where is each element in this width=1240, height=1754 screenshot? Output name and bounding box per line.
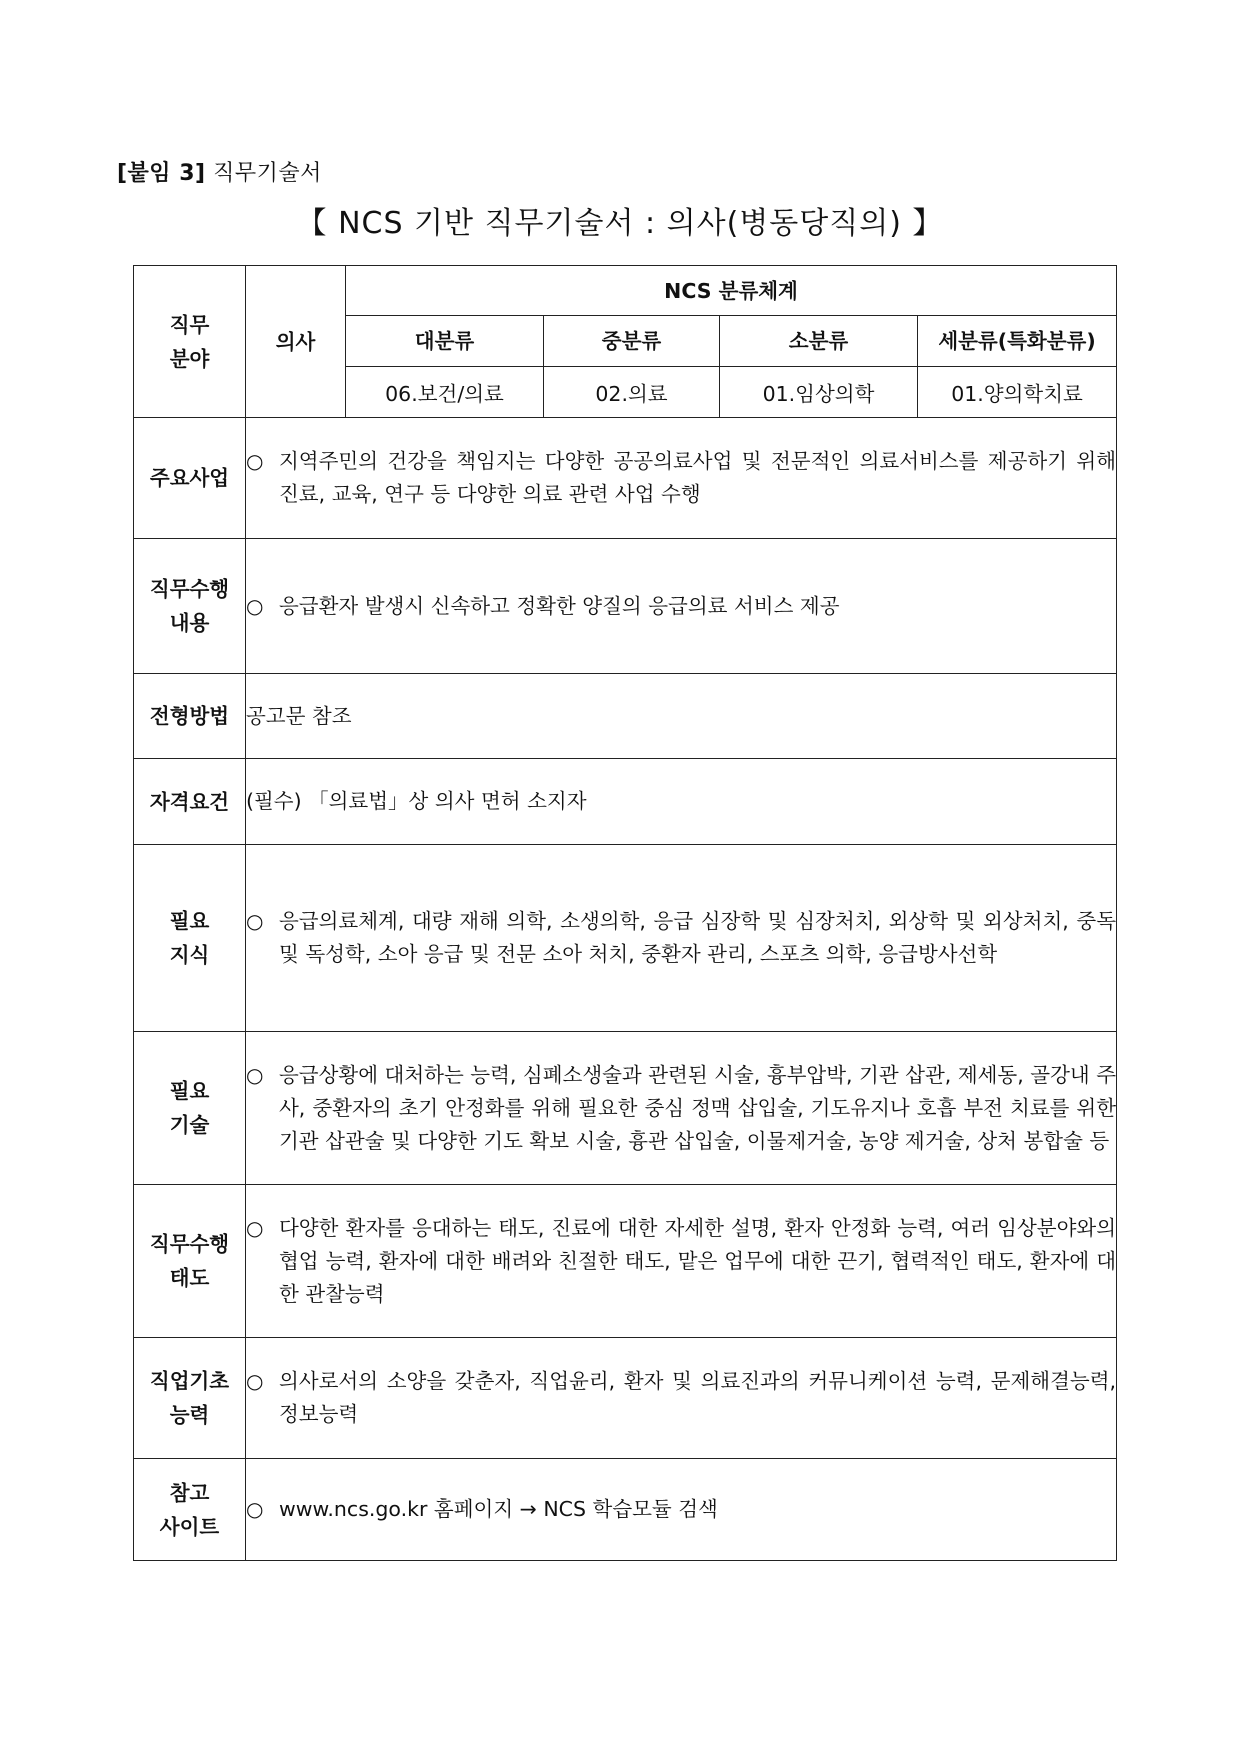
row-content bbox=[246, 1338, 1117, 1459]
row-label-text: 필요 기술 bbox=[169, 1079, 210, 1137]
bullet-item bbox=[246, 1212, 1116, 1311]
row-content bbox=[246, 1032, 1117, 1185]
row-basic-competency bbox=[134, 1338, 1117, 1459]
row-reference-site bbox=[134, 1459, 1117, 1561]
ncs-col-minor: 소분류 bbox=[720, 316, 918, 367]
job-description-table bbox=[133, 265, 1117, 1561]
bullet-mark: ○ bbox=[246, 449, 264, 473]
row-required-knowledge bbox=[134, 845, 1117, 1032]
ncs-val-sub: 01.양의학치료 bbox=[918, 367, 1117, 418]
row-text: 공고문 참조 bbox=[246, 703, 352, 728]
ncs-header: NCS 분류체계 bbox=[346, 266, 1117, 316]
row-main-business bbox=[134, 418, 1117, 539]
bullet-mark: ○ bbox=[246, 593, 264, 618]
bullet-mark: ○ bbox=[246, 909, 264, 933]
row-label bbox=[134, 1338, 246, 1459]
bullet-mark: ○ bbox=[246, 1062, 264, 1087]
attachment-title: 직무기술서 bbox=[213, 161, 322, 186]
bullet-item bbox=[246, 590, 1116, 623]
bullet-mark: ○ bbox=[246, 1497, 264, 1521]
row-label-text: 필요 지식 bbox=[169, 909, 210, 967]
bullet-text: 의사로서의 소양을 갖춘자, 직업윤리, 환자 및 의료진과의 커뮤니케이션 능력, 문제해결능력, 정보능력 bbox=[279, 1369, 1117, 1426]
row-label bbox=[134, 674, 246, 759]
document-title: 【 NCS 기반 직무기술서 : 의사(병동당직의) 】 bbox=[296, 206, 944, 241]
row-label-text: 전형방법 bbox=[149, 704, 230, 728]
ncs-val-minor: 01.임상의학 bbox=[720, 367, 918, 418]
row-job-duties bbox=[134, 539, 1117, 674]
bullet-text: 지역주민의 건강을 책임지는 다양한 공공의료사업 및 전문적인 의료서비스를 제공하기 위해 진료, 교육, 연구 등 다양한 의료 관련 사업 수행 bbox=[279, 449, 1117, 506]
row-label-text: 주요사업 bbox=[149, 466, 230, 490]
job-name: 의사 bbox=[246, 266, 346, 418]
bullet-item bbox=[246, 1493, 1116, 1526]
attachment-heading bbox=[117, 156, 322, 187]
ncs-header-row bbox=[134, 266, 1117, 316]
row-text: (필수) 「의료법」상 의사 면허 소지자 bbox=[246, 789, 587, 813]
row-label-text: 직업기초 능력 bbox=[149, 1369, 230, 1427]
bullet-text: 다양한 환자를 응대하는 태도, 진료에 대한 자세한 설명, 환자 안정화 능력, 여러 임상분야와의 협업 능력, 환자에 대한 배려와 친절한 태도, 맡은 업무에 대한 끈기, 협력적인 태도, 환자에 대한 관찰능력 bbox=[279, 1215, 1117, 1306]
job-field-label bbox=[134, 266, 246, 418]
job-field-label-text: 직무 분야 bbox=[169, 312, 210, 371]
row-label bbox=[134, 539, 246, 674]
reference-link-text: www.ncs.go.kr 홈페이지 → NCS 학습모듈 검색 bbox=[279, 1497, 718, 1521]
row-content bbox=[246, 1185, 1117, 1338]
bullet-text: 응급의료체계, 대량 재해 의학, 소생의학, 응급 심장학 및 심장처치, 외상학 및 외상처치, 중독 및 독성학, 소아 응급 및 전문 소아 처치, 중환자 관리, 스포츠 의학, 응급방사선학 bbox=[279, 909, 1117, 966]
bullet-item bbox=[246, 1365, 1116, 1431]
row-required-skills bbox=[134, 1032, 1117, 1185]
row-content bbox=[246, 674, 1117, 759]
ncs-val-middle: 02.의료 bbox=[544, 367, 720, 418]
bullet-text: 응급상황에 대처하는 능력, 심폐소생술과 관련된 시술, 흉부압박, 기관 삽관, 제세동, 골강내 주사, 중환자의 초기 안정화를 위해 필요한 중심 정맥 삽입술, 기도유지나 호흡 부전 치료를 위한 기관 삽관술 및 다양한 기도 확보 시술, 흉관 삽입술, 이물제거술, 농양 제거술, 상처 봉합술 등 bbox=[279, 1062, 1117, 1153]
row-selection-method bbox=[134, 674, 1117, 759]
row-label-text: 직무수행 내용 bbox=[149, 577, 230, 635]
row-job-attitude bbox=[134, 1185, 1117, 1338]
row-label-text: 참고 사이트 bbox=[159, 1480, 220, 1539]
row-label-text: 직무수행 태도 bbox=[149, 1232, 230, 1290]
row-content bbox=[246, 845, 1117, 1032]
ncs-col-major: 대분류 bbox=[346, 316, 544, 367]
ncs-val-major: 06.보건/의료 bbox=[346, 367, 544, 418]
attachment-label: [붙임 3] bbox=[117, 161, 206, 186]
bullet-text: 응급환자 발생시 신속하고 정확한 양질의 응급의료 서비스 제공 bbox=[279, 593, 840, 618]
bullet-mark: ○ bbox=[246, 1369, 264, 1393]
row-label bbox=[134, 1459, 246, 1561]
row-label bbox=[134, 845, 246, 1032]
bullet-mark: ○ bbox=[246, 1215, 264, 1240]
row-label-text: 자격요건 bbox=[149, 789, 230, 814]
row-content bbox=[246, 1459, 1117, 1561]
ncs-col-middle: 중분류 bbox=[544, 316, 720, 367]
row-label bbox=[134, 759, 246, 845]
bullet-item bbox=[246, 905, 1116, 971]
bullet-item bbox=[246, 1059, 1116, 1158]
ncs-col-sub: 세분류(특화분류) bbox=[918, 316, 1117, 367]
row-label bbox=[134, 1185, 246, 1338]
row-content bbox=[246, 418, 1117, 539]
row-label bbox=[134, 418, 246, 539]
row-content bbox=[246, 539, 1117, 674]
row-qualifications bbox=[134, 759, 1117, 845]
row-label bbox=[134, 1032, 246, 1185]
bullet-item bbox=[246, 445, 1116, 511]
row-content bbox=[246, 759, 1117, 845]
